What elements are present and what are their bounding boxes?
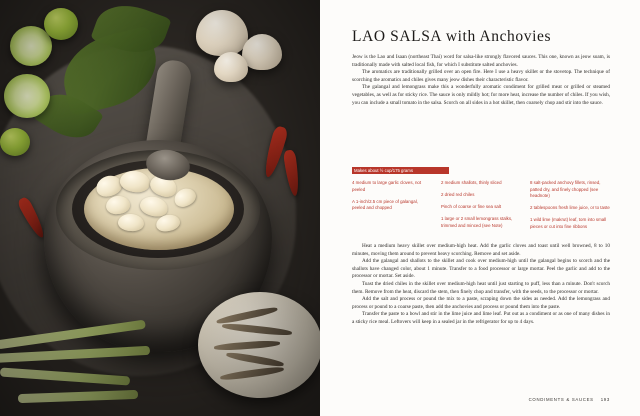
garlic-head <box>242 34 282 70</box>
ingredient-item: 1 large or 2 small lemongrass stalks, trimmed and minced (see Note) <box>441 216 513 228</box>
method-step: Transfer the paste to a bowl and stir in the lime juice and lime leaf. Put out as a condiment or as one of many dishes in a sticky rice meal. Leftovers will keep in a sealed jar in the refrigerator for up to 4 days. <box>352 311 610 325</box>
headnote-paragraph: The aromatics are traditionally grilled over an open fire. Here I use a heavy skillet or the stovetop. The technique of scorching the aromatics and chiles gives many jeow dishes their characteristic flavor. <box>352 69 610 83</box>
ingredient-item: 2 medium shallots, thinly sliced <box>441 180 502 185</box>
lime-whole <box>44 8 78 40</box>
recipe-page <box>320 0 640 416</box>
ingredient-item: Pinch of coarse or fine sea salt <box>441 204 502 210</box>
recipe-method <box>352 243 610 327</box>
method-step: Add the galangal and shallots to the skillet and cook over medium-high until the galangal begins to scorch and the shallots have changed color, about 1 minute. Transfer to a food processor or large mortar. Peel the garlic and add to the processor or mortar. Set aside. <box>352 258 610 280</box>
ingredient-item: 1 wild lime (makrut) leaf, torn into small pieces or cut into fine ribbons <box>530 217 607 229</box>
ingredient-list <box>352 180 610 236</box>
page-title: LAO SALSA with Anchovies <box>352 28 552 45</box>
garlic-head <box>214 52 248 82</box>
ingredient-item: 4 medium to large garlic cloves, not peeled <box>352 180 422 192</box>
method-step: Heat a medium heavy skillet over medium-high heat. Add the garlic cloves and toast until well browned, 8 to 10 minutes, moving them around to prevent heavy scorching. Remove and set aside. <box>352 243 610 257</box>
ingredient-column-2 <box>441 180 521 236</box>
yield-label: Makes about ½ cup/175 grams <box>354 167 413 173</box>
ingredient-item: 2 dried red chiles <box>441 192 475 198</box>
recipe-headnote <box>352 54 610 107</box>
garlic-head <box>196 10 248 56</box>
lime-half <box>4 74 50 118</box>
ingredient-item: A 1-inch/2.5 cm piece of galangal, peeled and chopped <box>352 198 418 211</box>
page-number: 193 <box>600 397 610 402</box>
ingredient-item: 8 salt-packed anchovy fillets, rinsed, patted dry, and finely chopped (see headnote) <box>530 180 601 199</box>
headnote-paragraph: The galangal and lemongrass make this a wonderfully aromatic condiment for grilled meat or grilled or steamed vegetables, as well as for sticky rice. The sauce is only mildly hot; for more heat, increase the number of chiles. If you wish, you can include a small tomato in the salsa. Scorch on all sides in a hot skillet, then coarsely chop and stir into the sauce. <box>352 84 610 106</box>
method-step: Add the salt and process or pound the mix to a paste, scraping down the sides as needed. Add the lemongrass and process or pound to a coarse paste, then add the anchovies and process or pound them into the paste. <box>352 296 610 310</box>
lime-whole <box>0 128 30 156</box>
ingredient-column-1 <box>352 180 432 236</box>
ingredient-column-3 <box>530 180 610 236</box>
ingredient-item: 2 tablespoons fresh lime juice, or to taste <box>530 205 610 211</box>
footer-section-label: CONDIMENTS & SAUCES <box>528 397 594 402</box>
method-step: Toast the dried chiles in the skillet over medium-high heat until just starting to puff, less than a minute. Don't scorch them. Remove from the heat, discard the stem, then finely chop and transfer, with the seeds, to the processor or mortar. <box>352 280 610 295</box>
page-footer <box>529 397 610 402</box>
headnote-paragraph: Jeow is the Lao and Isaan (northeast Thai) word for salsa-like strongly flavored sauces. This one, known as jeow soam, is traditionally made with salted local fish, for which I substitute salted anchovies. <box>352 54 610 68</box>
